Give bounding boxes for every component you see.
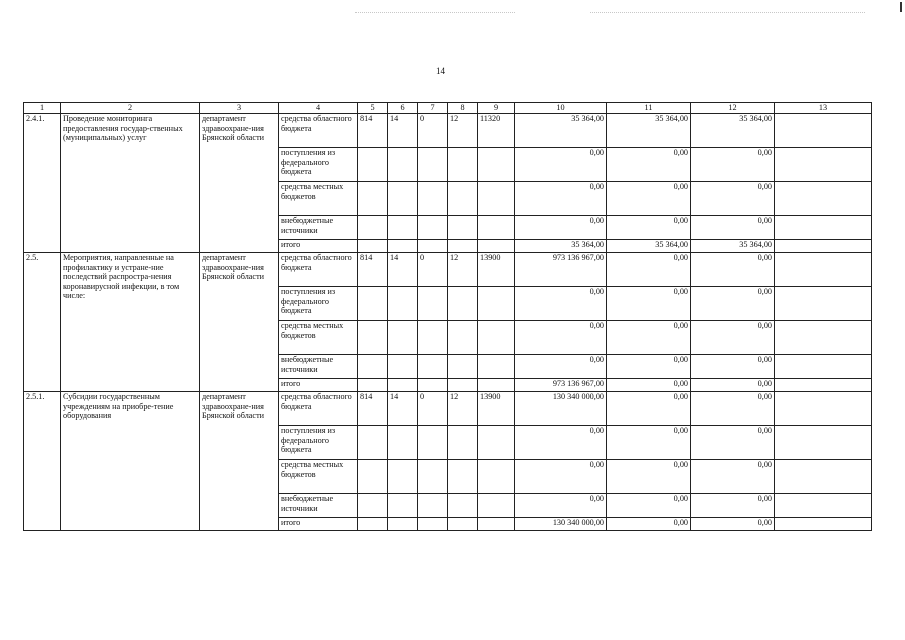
- amount-c12: 35 364,00: [691, 240, 775, 253]
- budget-code-c8: [448, 426, 478, 460]
- budget-code-c9: [478, 494, 515, 518]
- budget-code-c6: 14: [388, 114, 418, 148]
- item-name: Субсидии государственным учреждениям на приобре-тение оборудования: [61, 392, 200, 531]
- budget-code-c7: [418, 426, 448, 460]
- budget-table: [23, 102, 872, 531]
- funding-source: итого: [279, 379, 358, 392]
- budget-code-c9: [478, 321, 515, 355]
- amount-c13: [775, 392, 872, 426]
- budget-code-c9: [478, 379, 515, 392]
- amount-c10: 0,00: [515, 148, 607, 182]
- amount-c10: 130 340 000,00: [515, 518, 607, 531]
- amount-c13: [775, 321, 872, 355]
- budget-code-c7: [418, 240, 448, 253]
- item-number: 2.4.1.: [24, 114, 61, 253]
- amount-c10: 0,00: [515, 494, 607, 518]
- table-row: [24, 253, 872, 287]
- amount-c13: [775, 182, 872, 216]
- amount-c10: 0,00: [515, 321, 607, 355]
- column-header: 6: [388, 103, 418, 114]
- column-header: 12: [691, 103, 775, 114]
- amount-c11: 0,00: [607, 321, 691, 355]
- amount-c11: 0,00: [607, 287, 691, 321]
- amount-c10: 0,00: [515, 426, 607, 460]
- funding-source: средства местных бюджетов: [279, 321, 358, 355]
- budget-code-c9: [478, 355, 515, 379]
- amount-c11: 35 364,00: [607, 114, 691, 148]
- budget-code-c8: 12: [448, 392, 478, 426]
- budget-code-c6: [388, 216, 418, 240]
- amount-c10: 0,00: [515, 355, 607, 379]
- budget-code-c9: 13900: [478, 392, 515, 426]
- budget-code-c6: 14: [388, 253, 418, 287]
- amount-c11: 0,00: [607, 426, 691, 460]
- budget-code-c8: [448, 518, 478, 531]
- budget-code-c9: 13900: [478, 253, 515, 287]
- budget-code-c8: [448, 216, 478, 240]
- amount-c12: 0,00: [691, 494, 775, 518]
- amount-c11: 0,00: [607, 216, 691, 240]
- budget-code-c5: [358, 426, 388, 460]
- amount-c12: 0,00: [691, 182, 775, 216]
- budget-code-c5: [358, 148, 388, 182]
- budget-code-c6: [388, 182, 418, 216]
- amount-c13: [775, 253, 872, 287]
- funding-source: внебюджетные источники: [279, 494, 358, 518]
- amount-c12: 0,00: [691, 287, 775, 321]
- budget-code-c8: [448, 240, 478, 253]
- budget-code-c6: [388, 426, 418, 460]
- budget-code-c7: [418, 216, 448, 240]
- amount-c11: 0,00: [607, 182, 691, 216]
- budget-code-c5: [358, 182, 388, 216]
- budget-code-c8: [448, 182, 478, 216]
- budget-code-c5: [358, 321, 388, 355]
- budget-code-c9: [478, 518, 515, 531]
- budget-code-c5: [358, 460, 388, 494]
- column-header: 10: [515, 103, 607, 114]
- amount-c11: 0,00: [607, 460, 691, 494]
- amount-c13: [775, 216, 872, 240]
- amount-c13: [775, 148, 872, 182]
- budget-code-c8: 12: [448, 253, 478, 287]
- budget-code-c7: [418, 460, 448, 494]
- amount-c12: 0,00: [691, 253, 775, 287]
- funding-source: поступления из федерального бюджета: [279, 426, 358, 460]
- amount-c12: 35 364,00: [691, 114, 775, 148]
- budget-code-c8: [448, 148, 478, 182]
- column-header: 2: [61, 103, 200, 114]
- column-header: 7: [418, 103, 448, 114]
- budget-code-c5: [358, 216, 388, 240]
- amount-c10: 0,00: [515, 216, 607, 240]
- column-header: 11: [607, 103, 691, 114]
- amount-c10: 973 136 967,00: [515, 379, 607, 392]
- amount-c13: [775, 426, 872, 460]
- budget-code-c5: [358, 494, 388, 518]
- budget-code-c9: [478, 148, 515, 182]
- amount-c12: 0,00: [691, 321, 775, 355]
- amount-c10: 0,00: [515, 287, 607, 321]
- amount-c12: 0,00: [691, 460, 775, 494]
- budget-code-c6: [388, 379, 418, 392]
- item-name: Проведение мониторинга предоставления государ-ственных (муниципальных) услуг: [61, 114, 200, 253]
- budget-code-c7: [418, 148, 448, 182]
- amount-c12: 0,00: [691, 379, 775, 392]
- budget-code-c6: [388, 321, 418, 355]
- amount-c10: 0,00: [515, 460, 607, 494]
- amount-c11: 0,00: [607, 355, 691, 379]
- amount-c10: 130 340 000,00: [515, 392, 607, 426]
- budget-code-c6: 14: [388, 392, 418, 426]
- amount-c13: [775, 114, 872, 148]
- table-row: [24, 114, 872, 148]
- column-header: 1: [24, 103, 61, 114]
- budget-code-c9: [478, 426, 515, 460]
- budget-code-c5: 814: [358, 114, 388, 148]
- amount-c12: 0,00: [691, 216, 775, 240]
- budget-code-c9: [478, 287, 515, 321]
- funding-source: средства местных бюджетов: [279, 460, 358, 494]
- item-executor: департамент здравоохране-ния Брянской области: [200, 392, 279, 531]
- funding-source: поступления из федерального бюджета: [279, 148, 358, 182]
- budget-code-c9: [478, 240, 515, 253]
- amount-c11: 0,00: [607, 379, 691, 392]
- column-header: 8: [448, 103, 478, 114]
- item-executor: департамент здравоохране-ния Брянской области: [200, 253, 279, 392]
- budget-code-c7: [418, 355, 448, 379]
- budget-code-c9: 11320: [478, 114, 515, 148]
- item-executor: департамент здравоохране-ния Брянской области: [200, 114, 279, 253]
- amount-c11: 35 364,00: [607, 240, 691, 253]
- budget-code-c6: [388, 460, 418, 494]
- amount-c13: [775, 460, 872, 494]
- budget-code-c7: [418, 379, 448, 392]
- budget-code-c6: [388, 148, 418, 182]
- amount-c13: [775, 240, 872, 253]
- budget-code-c7: [418, 494, 448, 518]
- budget-code-c5: [358, 518, 388, 531]
- funding-source: внебюджетные источники: [279, 216, 358, 240]
- budget-code-c7: [418, 287, 448, 321]
- amount-c11: 0,00: [607, 253, 691, 287]
- budget-code-c7: 0: [418, 114, 448, 148]
- page-number: 14: [436, 66, 445, 76]
- amount-c12: 0,00: [691, 426, 775, 460]
- amount-c13: [775, 518, 872, 531]
- scan-noise-line: [355, 12, 515, 19]
- budget-code-c7: 0: [418, 253, 448, 287]
- budget-code-c5: 814: [358, 392, 388, 426]
- budget-code-c7: [418, 182, 448, 216]
- budget-code-c8: [448, 355, 478, 379]
- amount-c12: 0,00: [691, 355, 775, 379]
- budget-code-c6: [388, 518, 418, 531]
- amount-c13: [775, 494, 872, 518]
- budget-code-c5: 814: [358, 253, 388, 287]
- amount-c11: 0,00: [607, 392, 691, 426]
- item-number: 2.5.: [24, 253, 61, 392]
- funding-source: средства областного бюджета: [279, 253, 358, 287]
- amount-c13: [775, 355, 872, 379]
- item-number: 2.5.1.: [24, 392, 61, 531]
- funding-source: внебюджетные источники: [279, 355, 358, 379]
- amount-c11: 0,00: [607, 518, 691, 531]
- table-row: [24, 392, 872, 426]
- budget-code-c8: [448, 287, 478, 321]
- budget-code-c8: [448, 494, 478, 518]
- amount-c13: [775, 287, 872, 321]
- amount-c13: [775, 379, 872, 392]
- amount-c10: 35 364,00: [515, 240, 607, 253]
- budget-code-c5: [358, 287, 388, 321]
- scan-edge-mark: [900, 2, 902, 12]
- amount-c11: 0,00: [607, 494, 691, 518]
- budget-code-c6: [388, 287, 418, 321]
- budget-code-c9: [478, 216, 515, 240]
- amount-c12: 0,00: [691, 392, 775, 426]
- funding-source: средства местных бюджетов: [279, 182, 358, 216]
- column-header: 5: [358, 103, 388, 114]
- funding-source: средства областного бюджета: [279, 392, 358, 426]
- column-header: 3: [200, 103, 279, 114]
- budget-code-c8: [448, 379, 478, 392]
- column-header: 4: [279, 103, 358, 114]
- budget-code-c9: [478, 182, 515, 216]
- budget-code-c7: [418, 321, 448, 355]
- amount-c12: 0,00: [691, 148, 775, 182]
- column-number-row: [24, 103, 872, 114]
- item-name: Мероприятия, направленные на профилактику и устране-ние последствий распростра-нения коронавирусной инфекции, в том числе:: [61, 253, 200, 392]
- funding-source: итого: [279, 518, 358, 531]
- scan-noise-line: [590, 12, 865, 19]
- amount-c10: 0,00: [515, 182, 607, 216]
- budget-code-c9: [478, 460, 515, 494]
- amount-c11: 0,00: [607, 148, 691, 182]
- column-header: 9: [478, 103, 515, 114]
- budget-code-c7: [418, 518, 448, 531]
- budget-code-c8: 12: [448, 114, 478, 148]
- funding-source: итого: [279, 240, 358, 253]
- budget-code-c6: [388, 494, 418, 518]
- amount-c10: 35 364,00: [515, 114, 607, 148]
- budget-code-c8: [448, 460, 478, 494]
- amount-c10: 973 136 967,00: [515, 253, 607, 287]
- budget-code-c6: [388, 240, 418, 253]
- funding-source: поступления из федерального бюджета: [279, 287, 358, 321]
- funding-source: средства областного бюджета: [279, 114, 358, 148]
- column-header: 13: [775, 103, 872, 114]
- budget-code-c7: 0: [418, 392, 448, 426]
- budget-code-c8: [448, 321, 478, 355]
- budget-code-c5: [358, 240, 388, 253]
- budget-code-c5: [358, 379, 388, 392]
- budget-code-c6: [388, 355, 418, 379]
- amount-c12: 0,00: [691, 518, 775, 531]
- budget-code-c5: [358, 355, 388, 379]
